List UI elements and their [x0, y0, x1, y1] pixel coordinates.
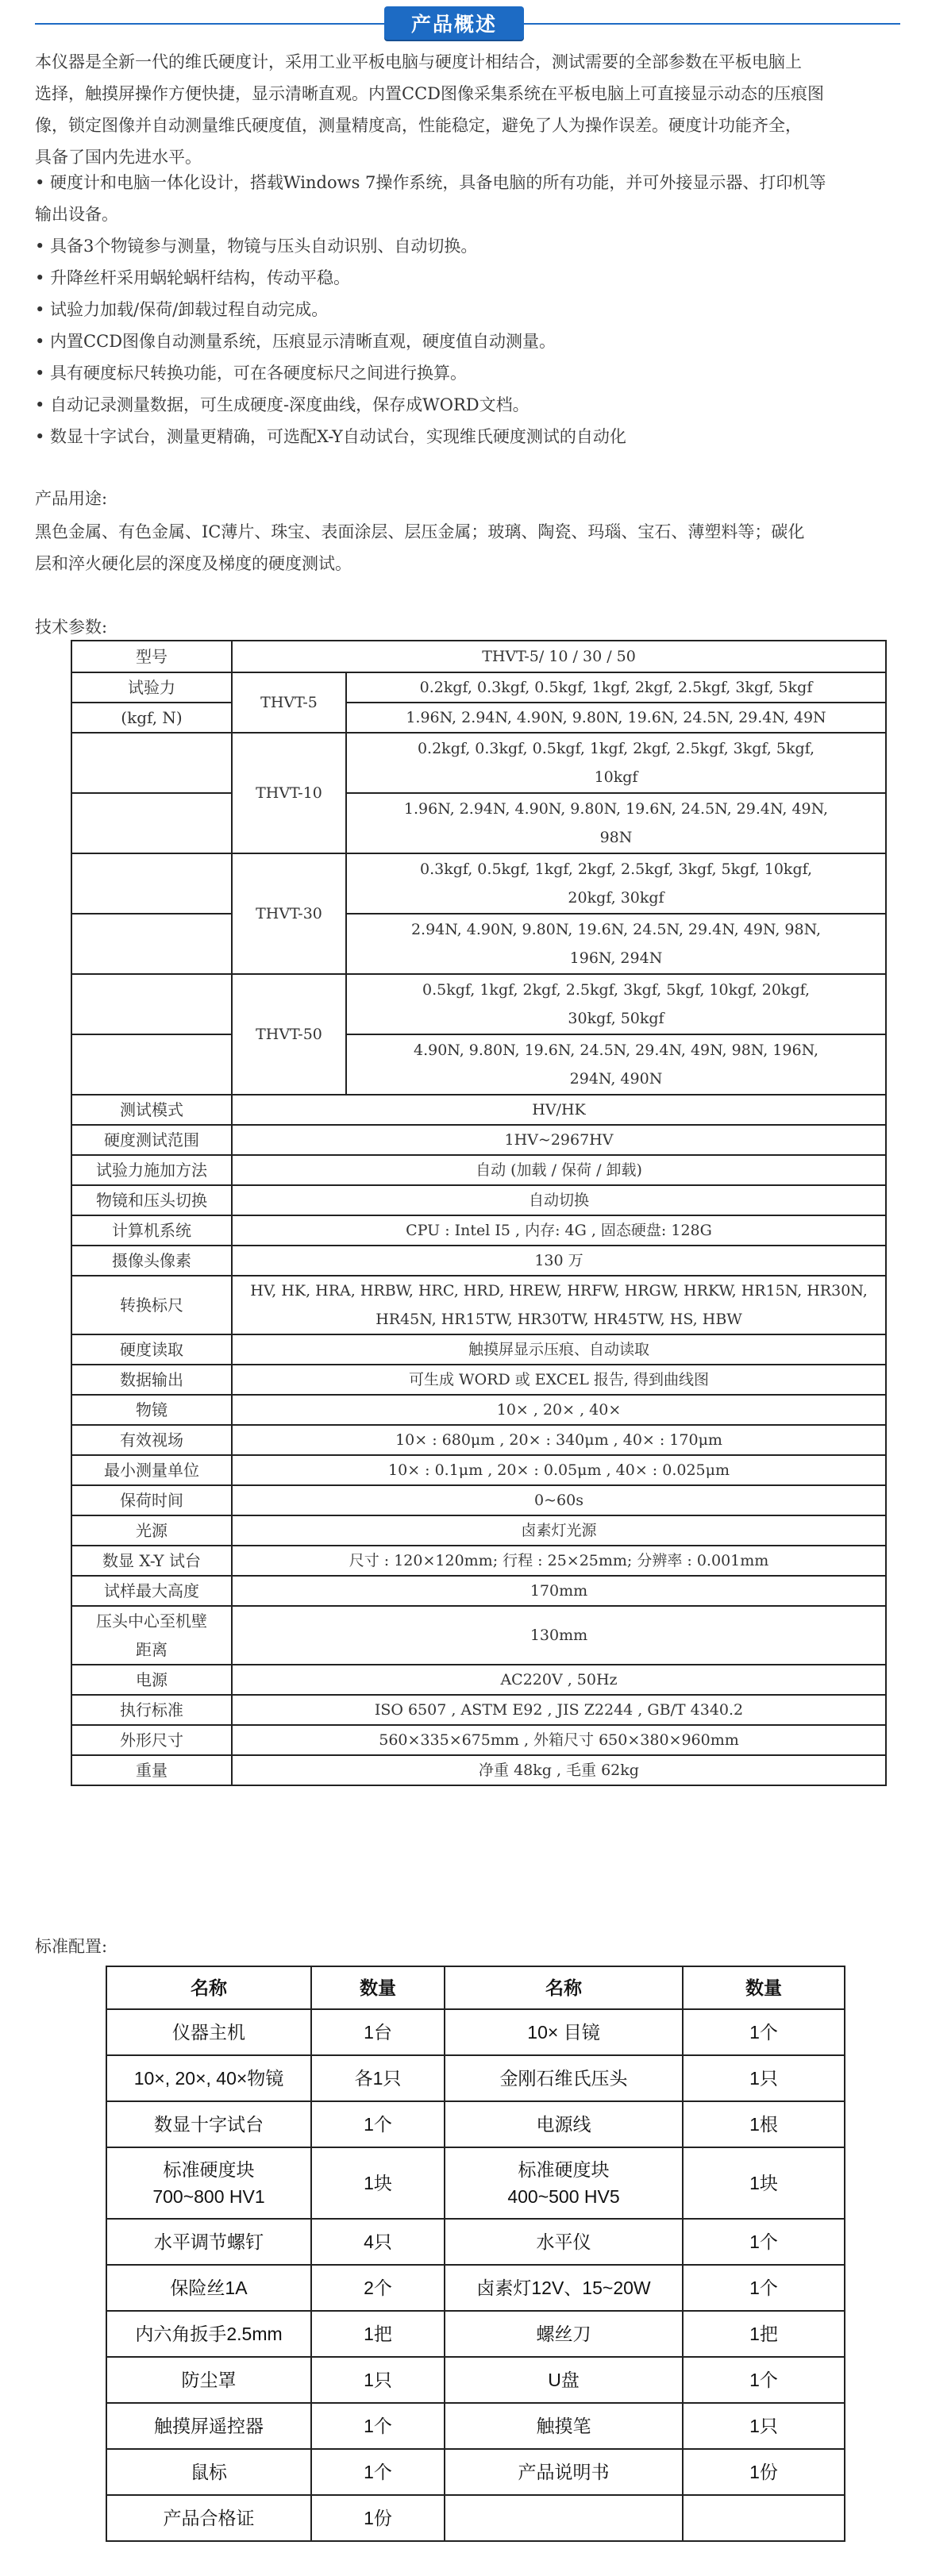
intro-line: 像，锁定图像并自动测量维氏硬度值，测量精度高，性能稳定，避免了人为操作误差。硬度计功能齐全， — [35, 116, 802, 135]
item-name-cell — [445, 2357, 683, 2403]
spec-value-line: 130mm — [530, 1627, 588, 1644]
item-name-cell — [445, 2265, 683, 2311]
spec-label-line: 距离 — [136, 1640, 168, 1659]
force-kgf-values — [346, 853, 886, 914]
item-name-cell — [445, 2055, 683, 2101]
spec-value: THVT-5/ 10 / 30 / 50 — [232, 641, 886, 672]
force-line: 0.2kgf, 0.3kgf, 0.5kgf, 1kgf, 2kgf, 2.5kgf, 3kgf, 5kgf — [419, 679, 813, 696]
force-line: 0.5kgf, 1kgf, 2kgf, 2.5kgf, 3kgf, 5kgf, 10kgf, 20kgf, — [422, 981, 810, 999]
spec-label-line: 测试模式 — [120, 1100, 183, 1119]
spec-value — [232, 1125, 886, 1155]
spec-label — [71, 1606, 232, 1665]
usage-line: 黑色金属、有色金属、IC薄片、珠宝、表面涂层、层压金属；玻璃、陶瓷、玛瑙、宝石、薄塑料等；碳化 — [35, 522, 805, 541]
spec-label — [71, 1725, 232, 1755]
item-name: 保险丝1A — [170, 2278, 248, 2298]
item-name-cell — [445, 2219, 683, 2265]
spec-label — [71, 1755, 232, 1785]
item-quantity-cell — [683, 2311, 845, 2357]
usage-paragraph — [35, 516, 900, 580]
spec-value — [232, 1546, 886, 1576]
spec-value — [232, 1215, 886, 1246]
spec-label — [71, 1246, 232, 1276]
spec-label-line: 有效视场 — [120, 1430, 183, 1450]
table-row — [106, 2219, 845, 2265]
force-line: 196N, 294N — [569, 949, 663, 967]
force-line: 0.3kgf, 0.5kgf, 1kgf, 2kgf, 2.5kgf, 3kgf, 5kgf, 10kgf, — [419, 861, 813, 878]
force-line: 1.96N, 2.94N, 4.90N, 9.80N, 19.6N, 24.5N, 29.4N, 49N, — [403, 800, 829, 818]
spec-value-line: 560×335×675mm , 外箱尺寸 650×380×960mm — [379, 1731, 739, 1749]
item-name-cell — [445, 2101, 683, 2147]
spec-label-line: 数据输出 — [120, 1370, 183, 1389]
spec-label — [71, 1334, 232, 1365]
table-row — [106, 2055, 845, 2101]
item-quantity-cell — [311, 2009, 445, 2055]
spec-label-line: 物镜 — [136, 1400, 168, 1419]
item-quantity: 4只 — [364, 2231, 392, 2252]
force-line: 0.2kgf, 0.3kgf, 0.5kgf, 1kgf, 2kgf, 2.5kgf, 3kgf, 5kgf, — [417, 740, 815, 757]
standard-config-table — [106, 1966, 845, 2542]
force-model-cell: THVT-30 — [232, 853, 346, 974]
spec-label — [71, 1395, 232, 1425]
table-row — [106, 2009, 845, 2055]
item-quantity-cell — [311, 2265, 445, 2311]
item-name: 数显十字试台 — [154, 2114, 264, 2135]
feature-item: • 升降丝杆采用蜗轮蜗杆结构，传动平稳。 — [35, 268, 351, 287]
spec-label — [71, 1095, 232, 1125]
spec-value — [232, 1695, 886, 1725]
table-row — [106, 2403, 845, 2449]
spec-value-line: 净重 48kg , 毛重 62kg — [479, 1762, 639, 1779]
table-row — [106, 2101, 845, 2147]
force-unit-label: (kgf, N) — [121, 708, 183, 727]
item-quantity: 2个 — [364, 2278, 392, 2298]
item-name: 触摸笔 — [536, 2416, 591, 2436]
force-model-cell: THVT-5 — [232, 672, 346, 733]
item-name: 水平调节螺钉 — [154, 2231, 264, 2252]
spec-label-line: 最小测量单位 — [104, 1461, 199, 1480]
spec-value — [232, 1334, 886, 1365]
item-quantity-cell — [311, 2357, 445, 2403]
force-kgf-values — [346, 733, 886, 793]
spec-label-line: 转换标尺 — [120, 1296, 183, 1315]
item-name-cell — [445, 2147, 683, 2219]
item-quantity-cell — [683, 2055, 845, 2101]
item-quantity: 1个 — [364, 2462, 392, 2482]
item-quantity: 1只 — [749, 2068, 778, 2089]
spec-table — [71, 640, 887, 1786]
item-quantity: 1个 — [749, 2231, 778, 2252]
spec-value-line: HV, HK, HRA, HRBW, HRC, HRD, HREW, HRFW, HRGW, HRKW, HR15N, HR30N, — [250, 1282, 868, 1300]
force-model-cell: THVT-10 — [232, 733, 346, 853]
item-quantity: 1根 — [749, 2114, 778, 2135]
spec-label — [71, 1425, 232, 1455]
force-newton-values — [346, 703, 886, 733]
item-quantity: 1个 — [749, 2278, 778, 2298]
item-name-cell — [106, 2403, 311, 2449]
item-quantity-cell — [311, 2495, 445, 2541]
spec-value-line: 自动 (加载 / 保荷 / 卸载) — [476, 1161, 642, 1179]
item-quantity-cell — [311, 2147, 445, 2219]
intro-line: 选择，触摸屏操作方便快捷，显示清晰直观。内置CCD图像采集系统在平板电脑上可直接显示动态的压痕图 — [35, 84, 824, 103]
item-name: 10×, 20×, 40×物镜 — [133, 2068, 284, 2089]
item-quantity: 1块 — [749, 2173, 778, 2193]
force-label: 试验力 — [128, 678, 175, 697]
usage-line: 层和淬火硬化层的深度及梯度的硬度测试。 — [35, 554, 352, 573]
item-quantity: 1台 — [364, 2022, 392, 2043]
spec-label — [71, 1125, 232, 1155]
item-quantity: 1份 — [749, 2462, 778, 2482]
item-quantity-cell — [311, 2101, 445, 2147]
item-name: U盘 — [548, 2370, 580, 2390]
column-header-name: 名称 — [106, 1966, 311, 2009]
item-quantity-cell — [683, 2403, 845, 2449]
feature-item: 输出设备。 — [35, 205, 118, 224]
spec-value-line: 自动切换 — [529, 1192, 590, 1209]
spec-value — [232, 1395, 886, 1425]
spec-label — [71, 1155, 232, 1185]
spec-value-line: 10× : 680μm , 20× : 340μm , 40× : 170μm — [395, 1431, 722, 1449]
spec-value — [232, 1185, 886, 1215]
table-row — [106, 2265, 845, 2311]
item-quantity-cell — [683, 2495, 845, 2541]
spec-label-line: 光源 — [136, 1521, 168, 1540]
item-name: 卤素灯12V、15~20W — [476, 2278, 651, 2298]
spec-label — [71, 1485, 232, 1515]
intro-paragraph — [35, 46, 900, 173]
spec-value — [232, 1276, 886, 1334]
spec-label — [71, 1455, 232, 1485]
item-name-cell — [445, 2311, 683, 2357]
item-quantity: 1只 — [749, 2416, 778, 2436]
feature-item: • 试验力加载/保荷/卸载过程自动完成。 — [35, 300, 329, 319]
spec-label — [71, 853, 232, 914]
force-newton-values — [346, 914, 886, 974]
force-model-cell: THVT-50 — [232, 974, 346, 1095]
force-line: 98N — [599, 829, 633, 846]
spec-value-line: 1HV~2967HV — [504, 1131, 614, 1149]
spec-label-line: 执行标准 — [120, 1700, 183, 1719]
spec-value — [232, 1246, 886, 1276]
spec-label-line: 数显 X-Y 试台 — [102, 1551, 201, 1570]
item-name-cell — [445, 2403, 683, 2449]
spec-label — [71, 974, 232, 1034]
item-name-cell — [445, 2449, 683, 2495]
item-quantity-cell — [311, 2311, 445, 2357]
table-row — [106, 2311, 845, 2357]
spec-value — [232, 1665, 886, 1695]
spec-label — [71, 1185, 232, 1215]
usage-heading: 产品用途: — [35, 489, 108, 508]
spec-value-line: 卤素灯光源 — [521, 1522, 597, 1539]
spec-label — [71, 1515, 232, 1546]
spec-value-line: HR45N, HR15TW, HR30TW, HR45TW, HS, HBW — [375, 1311, 742, 1328]
item-name: 700~800 HV1 — [152, 2186, 265, 2207]
intro-line: 具备了国内先进水平。 — [35, 148, 202, 167]
item-name: 标准硬度块 — [518, 2159, 610, 2180]
spec-label — [71, 914, 232, 974]
spec-label — [71, 1546, 232, 1576]
spec-label-line: 压头中心至机壁 — [96, 1611, 207, 1631]
item-quantity-cell — [311, 2055, 445, 2101]
spec-label-line: 计算机系统 — [112, 1221, 191, 1240]
spec-value — [232, 1155, 886, 1185]
spec-value-line: HV/HK — [532, 1101, 586, 1119]
item-name-cell — [106, 2357, 311, 2403]
spec-value-line: 170mm — [530, 1582, 588, 1600]
spec-value — [232, 1755, 886, 1785]
table-row — [106, 2147, 845, 2219]
item-quantity-cell — [683, 2449, 845, 2495]
item-quantity-cell — [311, 2449, 445, 2495]
spec-label-line: 摄像头像素 — [112, 1251, 191, 1270]
table-row — [106, 2449, 845, 2495]
spec-value-line: ISO 6507 , ASTM E92 , JIS Z2244 , GB/T 4340.2 — [374, 1701, 744, 1719]
item-quantity-cell — [683, 2265, 845, 2311]
spec-label — [71, 793, 232, 853]
force-kgf-values — [346, 974, 886, 1034]
spec-value-line: 0~60s — [534, 1492, 583, 1509]
spec-value-line: 尺寸 : 120×120mm; 行程 : 25×25mm; 分辨率 : 0.001mm — [349, 1552, 769, 1569]
spec-label-line: 重量 — [136, 1761, 168, 1780]
section-banner: 产品概述 — [384, 6, 524, 40]
intro-line: 本仪器是全新一代的维氏硬度计，采用工业平板电脑与硬度计相结合，测试需要的全部参数在平板电脑上 — [35, 52, 802, 71]
force-line: 10kgf — [594, 768, 638, 786]
item-name-cell — [106, 2101, 311, 2147]
item-quantity-cell — [683, 2357, 845, 2403]
item-name-cell — [106, 2449, 311, 2495]
item-name-cell — [106, 2219, 311, 2265]
force-newton-values — [346, 1034, 886, 1095]
spec-value — [232, 1606, 886, 1665]
item-quantity: 1个 — [749, 2022, 778, 2043]
feature-item: • 硬度计和电脑一体化设计，搭载Windows 7操作系统，具备电脑的所有功能，并可外接显示器、打印机等 — [35, 173, 826, 192]
spec-label — [71, 1695, 232, 1725]
force-kgf-values — [346, 672, 886, 703]
spec-value — [232, 1095, 886, 1125]
feature-item: • 具有硬度标尺转换功能，可在各硬度标尺之间进行换算。 — [35, 364, 468, 383]
item-quantity: 1个 — [364, 2416, 392, 2436]
item-quantity-cell — [683, 2147, 845, 2219]
item-name: 标准硬度块 — [163, 2159, 255, 2180]
item-quantity-cell — [683, 2009, 845, 2055]
table-row — [106, 2357, 845, 2403]
item-quantity: 1把 — [749, 2324, 778, 2344]
spec-label-line: 硬度测试范围 — [104, 1130, 199, 1149]
spec-value — [232, 1455, 886, 1485]
item-quantity-cell — [683, 2219, 845, 2265]
item-name: 电源线 — [536, 2114, 591, 2135]
item-name: 产品说明书 — [518, 2462, 610, 2482]
item-name-cell — [106, 2265, 311, 2311]
spec-label — [71, 1365, 232, 1395]
spec-label-line: 外形尺寸 — [120, 1731, 183, 1750]
spec-label — [71, 733, 232, 793]
spec-label-line: 电源 — [136, 1670, 168, 1689]
spec-label-line: 硬度读取 — [120, 1340, 183, 1359]
spec-label — [71, 1276, 232, 1334]
spec-value-line: 10× : 0.1μm , 20× : 0.05μm , 40× : 0.025μm — [388, 1461, 730, 1479]
spec-value-line: CPU : Intel I5 , 内存: 4G , 固态硬盘: 128G — [406, 1222, 712, 1239]
spec-label — [71, 1576, 232, 1606]
spec-label-line: 保荷时间 — [120, 1491, 183, 1510]
item-name: 鼠标 — [191, 2462, 227, 2482]
item-name: 400~500 HV5 — [507, 2186, 620, 2207]
force-line: 2.94N, 4.90N, 9.80N, 19.6N, 24.5N, 29.4N, 49N, 98N, — [410, 921, 822, 938]
item-name: 防尘罩 — [181, 2370, 237, 2390]
feature-list — [35, 167, 900, 452]
table-row — [106, 2495, 845, 2541]
item-quantity: 1份 — [364, 2508, 392, 2528]
item-quantity: 1个 — [749, 2370, 778, 2390]
spec-value-line: 可生成 WORD 或 EXCEL 报告, 得到曲线图 — [409, 1371, 709, 1388]
column-header-name: 名称 — [445, 1966, 683, 2009]
item-name: 产品合格证 — [163, 2508, 255, 2528]
spec-label — [71, 672, 232, 703]
item-quantity-cell — [311, 2403, 445, 2449]
feature-item: • 数显十字试台，测量更精确，可选配X-Y自动试台，实现维氏硬度测试的自动化 — [35, 427, 626, 446]
force-line: 1.96N, 2.94N, 4.90N, 9.80N, 19.6N, 24.5N, 29.4N, 49N — [406, 709, 826, 726]
item-name: 金刚石维氏压头 — [499, 2068, 628, 2089]
spec-label: 型号 — [71, 641, 232, 672]
column-header-quantity: 数量 — [683, 1966, 845, 2009]
item-name-cell — [106, 2311, 311, 2357]
spec-value — [232, 1365, 886, 1395]
column-header-quantity: 数量 — [311, 1966, 445, 2009]
spec-value — [232, 1425, 886, 1455]
item-name-cell — [445, 2009, 683, 2055]
feature-item: • 内置CCD图像自动测量系统，压痕显示清晰直观，硬度值自动测量。 — [35, 332, 557, 351]
spec-value — [232, 1725, 886, 1755]
spec-value — [232, 1576, 886, 1606]
item-name: 仪器主机 — [172, 2022, 245, 2043]
item-quantity: 1块 — [364, 2173, 392, 2193]
item-name: 触摸屏遥控器 — [154, 2416, 264, 2436]
item-name: 螺丝刀 — [536, 2324, 591, 2344]
spec-label — [71, 1665, 232, 1695]
force-line: 20kgf, 30kgf — [568, 889, 664, 907]
spec-label-line: 试样最大高度 — [104, 1581, 199, 1600]
spec-label — [71, 703, 232, 733]
standard-heading: 标准配置: — [35, 1937, 108, 1956]
item-quantity: 1只 — [364, 2370, 392, 2390]
spec-value — [232, 1485, 886, 1515]
spec-value-line: 触摸屏显示压痕、自动读取 — [468, 1341, 650, 1358]
item-name: 内六角扳手2.5mm — [135, 2324, 283, 2344]
item-name-cell — [106, 2055, 311, 2101]
spec-label-line: 物镜和压头切换 — [96, 1191, 207, 1210]
item-name-cell — [445, 2495, 683, 2541]
item-name-cell — [106, 2495, 311, 2541]
spec-value-line: AC220V , 50Hz — [500, 1671, 618, 1688]
spec-label — [71, 1034, 232, 1095]
spec-label-line: 试验力施加方法 — [96, 1161, 207, 1180]
spec-value — [232, 1515, 886, 1546]
feature-item: • 具备3个物镜参与测量，物镜与压头自动识别、自动切换。 — [35, 237, 478, 256]
item-quantity: 1把 — [364, 2324, 392, 2344]
force-newton-values — [346, 793, 886, 853]
force-line: 4.90N, 9.80N, 19.6N, 24.5N, 29.4N, 49N, 98N, 196N, — [414, 1042, 819, 1059]
feature-item: • 自动记录测量数据，可生成硬度-深度曲线，保存成WORD文档。 — [35, 395, 530, 414]
item-name: 10× 目镜 — [527, 2022, 600, 2043]
item-name-cell — [106, 2147, 311, 2219]
spec-value-line: 130 万 — [534, 1252, 583, 1269]
item-quantity-cell — [683, 2101, 845, 2147]
spec-label — [71, 1215, 232, 1246]
force-line: 30kgf, 50kgf — [568, 1010, 664, 1027]
force-line: 294N, 490N — [569, 1070, 663, 1088]
item-quantity: 1个 — [364, 2114, 392, 2135]
item-name-cell — [106, 2009, 311, 2055]
item-quantity-cell — [311, 2219, 445, 2265]
spec-value-line: 10× , 20× , 40× — [496, 1401, 622, 1419]
tech-heading: 技术参数: — [35, 618, 108, 637]
item-quantity: 各1只 — [354, 2068, 402, 2089]
item-name: 水平仪 — [536, 2231, 591, 2252]
